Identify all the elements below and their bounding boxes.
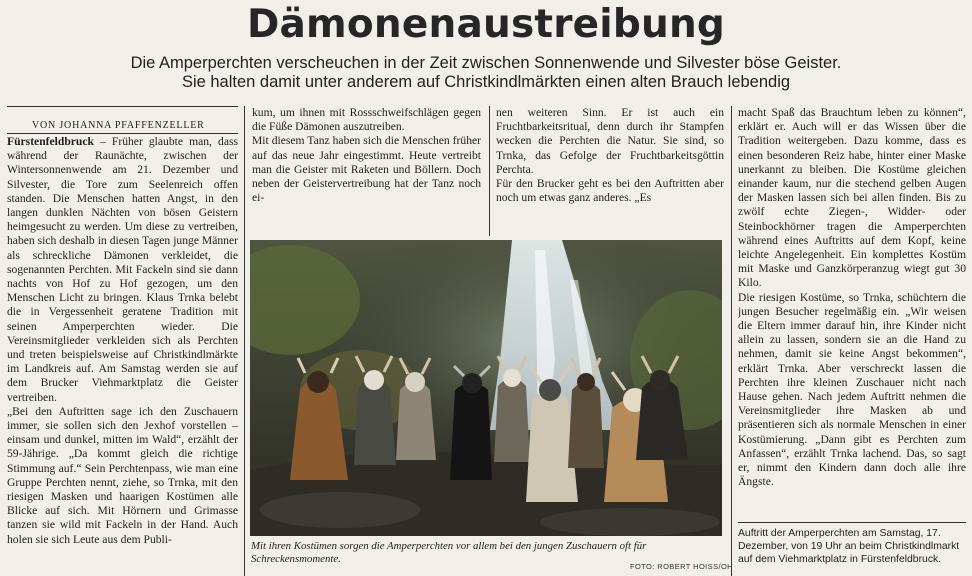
headline: Dämonenaustreibung [246, 2, 726, 47]
rule-top-col1 [7, 106, 238, 107]
event-infobox: Auftritt der Amperperchten am Samstag, 17. Dezember, von 19 Uhr an beim Christkindlmarkt auf dem Viehmarktplatz in Fürstenfeldbruck. [738, 528, 960, 566]
rule-under-byline [7, 133, 238, 134]
photo-credit: FOTO: ROBERT HOISS/OH [630, 562, 733, 571]
column-divider-2 [489, 106, 490, 236]
perchten-photo [250, 240, 722, 536]
dateline: Fürstenfeldbruck [7, 135, 94, 148]
article-column-3: nen weiteren Sinn. Er ist auch ein Fruchtbarkeitsritual, denn durch ihr Stampfen wecken die Perchten die Natur. Sie sind, so Trnka, das Gefolge der Fruchtbarkeitsgöttin Perchta. Für den Brucker geht es bei den Auftritten aber noch um etwas ganz anderes. „Es [496, 106, 724, 205]
subheadline [0, 54, 972, 92]
byline: VON JOHANNA PFAFFENZELLER [32, 120, 205, 131]
infobox-rule [738, 522, 966, 523]
article-column-1 [7, 135, 238, 575]
column-divider-3 [731, 106, 732, 576]
article-column-4: macht Spaß das Brauchtum leben zu können“, erklärt er. Auch will er das Wissen über die Tradition weitergeben. Dazu komme, dass es einen besonderen Reiz habe, hinter einer Maske unerkannt zu bleiben. Die Kostüme gleichen einander kaum, nur die stechend gelben Augen der Masken lassen sich bei allen finden. Bis zu zwölf echte Ziegen-, Widder- oder Steinbockhörner tragen die Amperperchten während eines Auftritts auf dem Kopf, keine leichte Angelegenheit. Ein komplettes Kostüm mit Maske und Ganzkörperanzug wiegt gut 30 Kilo. Die riesigen Kostüme, so Trnka, schüchtern die jungen Besucher regelmäßig ein. „Wir weisen die Eltern immer darauf hin, ihre Kinder nicht allein zu lassen, sondern sie an die Hand zu nehmen, damit sie keine Angst bekommen“, erklärt Trnka. Aber verschreckt lassen die Perchten ihre kleinen Zuschauer nicht nach Hause gehen. Nach jedem Auftritt nehmen die Vereinsmitglieder ihre Masken ab und präsentieren sich als normale Menschen in einer Kostümierung. „Dann gibt es Perchten zum Anfassen“, erzählt Trnka lachend. Das, so sagt er, nimmt den Kindern dann doch alle ihre Ängste. [738, 106, 966, 489]
article-column-2: kum, um ihnen mit Rossschweifschlägen gegen die Füße Dämonen auszutreiben. Mit diesem Tanz haben sich die Menschen früher auf das neue Jahr eingestimmt. Heute vertreibt man die Geister mit Raketen und Böllern. Doch neben der Geistervertreibung hat der Tanz noch ei- [252, 106, 481, 205]
subheadline-line-2: Sie halten damit unter anderem auf Christkindlmärkten einen alten Brauch lebendig [181, 73, 791, 91]
column-1-text: – Früher glaubte man, dass während der Raunächte, zwischen der Wintersonnenwende am 21. Dezember und Silvester, die Tore zum Seelenreich offen standen. Die Menschen hatten Angst, in den langen dunklen Nächten von bösen Geistern heimgesucht zu werden. Um diese zu vertreiben, haben sich deshalb in diesen Tagen junge Männer als schreckliche Dämonen verkleidet, die sogenannten Perchten. Mit Fackeln sind sie dann nachts von Hof zu Hof gezogen, um den Menschen Licht zu bringen. Klaus Trnka belebt die in Vergessenheit geratene Tradition mit seinen Amperperchten wieder. Die Vereinsmitglieder verkleiden sich als Perchten und treten beispielsweise auf Christkindlmärkte im Landkreis auf. Am Samstag werden sie auf dem Brucker Viehmarktplatz die Geister vertreiben. „Bei den Auftritten sage ich den Zuschauern immer, sie sollen sich den Jexhof vorstellen – einsam und dunkel, mitten im Wald“, erzählt der 59-Jährige. „Da kommt gleich die richtige Stimmung auf.“ Sein Perchtenpass, wie man eine Gruppe Perchten nennt, ziehe, so Trnka, mit den riesigen Masken und haarigen Kostümen alle Blicke auf sich. Mit Hörnern und Grimasse tanzen sie wild mit Fackeln in der Hand. Auch holen sie sich Leute aus dem Publi- [7, 135, 238, 546]
photo-caption: Mit ihren Kostümen sorgen die Amperperchten vor allem bei den jungen Zuschauern oft für Schreckensmomente. [251, 540, 647, 565]
column-divider-1 [244, 106, 245, 576]
subheadline-line-1: Die Amperperchten verscheuchen in der Zeit zwischen Sonnenwende und Silvester böse Geister. [130, 54, 842, 72]
